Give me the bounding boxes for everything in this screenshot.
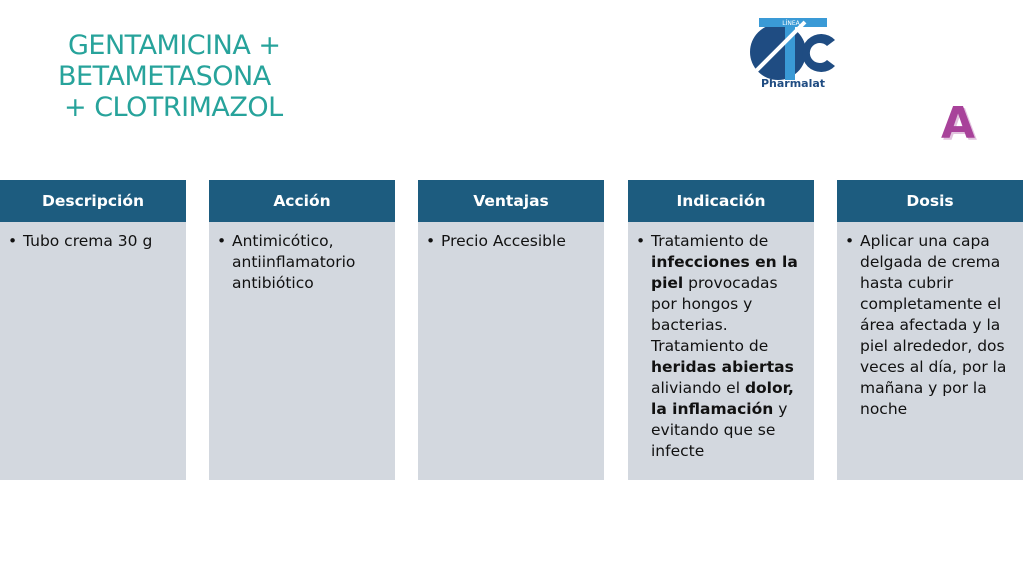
- column-body-descripcion: • Tubo crema 30 g: [0, 222, 186, 252]
- otc-logo-icon: [745, 14, 841, 80]
- product-title: [58, 30, 283, 123]
- logo-small-text: LÍNEA: [782, 20, 800, 27]
- indicacion-segment: provocadas por hongos y bacterias. Tratamiento de: [651, 274, 778, 355]
- indicacion-emphasis: infecciones en la piel: [651, 253, 798, 292]
- accion-text: Antimicótico, antiinflamatorio antibiótico: [232, 232, 356, 292]
- category-badge: A: [941, 98, 976, 149]
- indicacion-emphasis: dolor, la inflamación: [651, 379, 794, 418]
- indicacion-emphasis: heridas abiertas: [651, 358, 794, 376]
- indicacion-text: [651, 231, 806, 462]
- title-line-3: + CLOTRIMAZOL: [64, 92, 283, 123]
- column-header-accion: Acción: [209, 180, 395, 222]
- column-dosis: [837, 180, 1023, 480]
- column-body-ventajas: • Precio Accesible: [418, 222, 604, 252]
- otc-pharmalat-logo: [745, 14, 841, 90]
- title-line-1: GENTAMICINA +: [68, 30, 281, 61]
- column-header-dosis: Dosis: [837, 180, 1023, 222]
- logo-brand: Pharmalat: [760, 77, 826, 90]
- column-indicacion: [628, 180, 814, 480]
- column-header-ventajas: Ventajas: [418, 180, 604, 222]
- column-header-indicacion: Indicación: [628, 180, 814, 222]
- descripcion-text: Tubo crema 30 g: [23, 232, 153, 250]
- dosis-text: Aplicar una capa delgada de crema hasta cubrir completamente el área afectada y la piel alrededor, dos veces al día, por la mañana y por la noche: [860, 232, 1007, 418]
- column-accion: [209, 180, 395, 480]
- column-body-indicacion: • Tratamiento de infecciones en la piel provocadas por hongos y bacterias. Tratamiento de heridas abiertas aliviando el dolor, la inflamación y evitando que se infecte: [628, 222, 814, 462]
- column-descripcion: [0, 180, 186, 480]
- column-ventajas: [418, 180, 604, 480]
- ventajas-text: Precio Accesible: [441, 232, 566, 250]
- column-body-accion: • Antimicótico, antiinflamatorio antibiótico: [209, 222, 395, 294]
- column-body-dosis: • Aplicar una capa delgada de crema hasta cubrir completamente el área afectada y la piel alrededor, dos veces al día, por la mañana y por la noche: [837, 222, 1023, 420]
- indicacion-segment: aliviando el: [651, 379, 745, 397]
- column-header-descripcion: Descripción: [0, 180, 186, 222]
- info-columns: [0, 180, 1023, 480]
- indicacion-segment: y evitando que se infecte: [651, 400, 788, 460]
- title-line-2: BETAMETASONA: [58, 61, 271, 92]
- indicacion-segment: Tratamiento de: [651, 232, 769, 250]
